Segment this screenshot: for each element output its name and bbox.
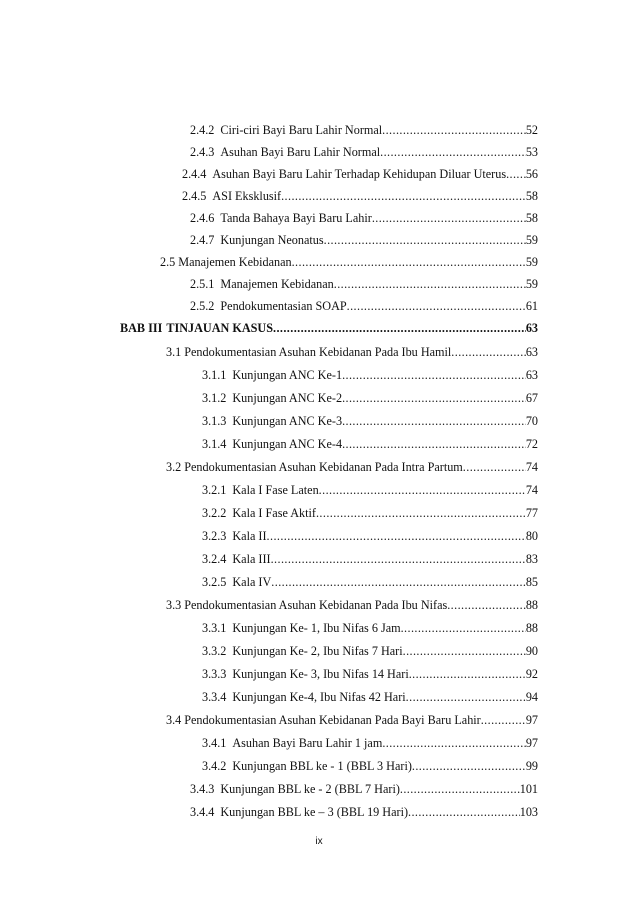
dot-leader (406, 689, 526, 705)
toc-entry-number: 3.2.2 (202, 506, 227, 520)
toc-entry-number: 3.4.2 (202, 759, 227, 773)
toc-entry-page: 56 (525, 167, 538, 181)
toc-entry (182, 188, 538, 204)
toc-entry-number: 3.2 (166, 460, 182, 474)
toc-entry (202, 505, 538, 521)
toc-entry (166, 344, 538, 360)
dot-leader (271, 574, 526, 590)
toc-entry-title: Pendokumentasian Asuhan Kebidanan Pada Ibu Hamil (184, 345, 452, 359)
toc-entry (202, 367, 538, 383)
dot-leader (408, 804, 520, 820)
toc-entry-number: 3.1.2 (202, 391, 227, 405)
dot-leader (347, 298, 526, 314)
toc-entry-page: 99 (525, 759, 538, 773)
toc-entry-number: 2.4.2 (190, 123, 215, 137)
dot-leader (334, 276, 526, 292)
toc-entry-title: Ciri-ciri Bayi Baru Lahir Normal (220, 123, 383, 137)
toc-entry (190, 232, 538, 248)
toc-entry-title: Kunjungan ANC Ke-4 (232, 437, 343, 451)
toc-entry-title: Kunjungan Ke-4, Ibu Nifas 42 Hari (232, 690, 406, 704)
toc-entry (182, 166, 538, 182)
toc-entry-number: 3.3.4 (202, 690, 227, 704)
toc-entry-title: Kunjungan Ke- 1, Ibu Nifas 6 Jam (232, 621, 401, 635)
toc-entry-title: Kunjungan ANC Ke-3 (232, 414, 343, 428)
toc-entry-title: TINJAUAN KASUS (166, 321, 274, 335)
toc-entry-title: Pendokumentasian Asuhan Kebidanan Pada Intra Partum (184, 460, 463, 474)
dot-leader (372, 210, 526, 226)
toc-entry-title: Manajemen Kebidanan (178, 255, 292, 269)
page-number-footer: ix (315, 836, 323, 847)
toc-entry (202, 528, 538, 544)
toc-entry-page: 92 (525, 667, 538, 681)
toc-entry (166, 459, 538, 475)
toc-entry-page: 94 (525, 690, 538, 704)
toc-entry-title: Asuhan Bayi Baru Lahir Terhadap Kehidupan Diluar Uterus (212, 167, 507, 181)
dot-leader (380, 144, 526, 160)
toc-entry-page: 52 (525, 123, 538, 137)
toc-entry-title: Pendokumentasian Asuhan Kebidanan Pada Ibu Nifas (184, 598, 448, 612)
toc-entry-title: Pendokumentasian SOAP (220, 299, 347, 313)
toc-entry-number: 3.3.3 (202, 667, 227, 681)
toc-entry-number: 3.4.1 (202, 736, 227, 750)
toc-entry-title: Kunjungan BBL ke – 3 (BBL 19 Hari) (220, 805, 409, 819)
toc-entry-number: 3.1.4 (202, 437, 227, 451)
toc-entry-number: 2.4.5 (182, 189, 207, 203)
dot-leader (324, 232, 526, 248)
toc-entry-number: BAB III (120, 321, 163, 335)
toc-entry-page: 53 (525, 145, 538, 159)
dot-leader (400, 781, 520, 797)
dot-leader (292, 254, 526, 270)
dot-leader (342, 367, 526, 383)
toc-entry (190, 276, 538, 292)
dot-leader (409, 666, 526, 682)
toc-entry-title: Kunjungan Ke- 2, Ibu Nifas 7 Hari (232, 644, 403, 658)
toc-entry-page: 90 (525, 644, 538, 658)
toc-entry-number: 3.4.3 (190, 782, 215, 796)
toc-entry (202, 482, 538, 498)
toc-entry-page: 72 (525, 437, 538, 451)
toc-entry-title: Kunjungan BBL ke - 2 (BBL 7 Hari) (220, 782, 400, 796)
toc-entry (190, 781, 538, 797)
toc-entry-page: 59 (525, 277, 538, 291)
dot-leader (412, 758, 526, 774)
toc-entry-number: 3.2.4 (202, 552, 227, 566)
toc-entry-page: 74 (525, 460, 538, 474)
toc-entry-number: 3.3.2 (202, 644, 227, 658)
toc-entry (202, 436, 538, 452)
toc-entry-page: 80 (525, 529, 538, 543)
dot-leader (451, 344, 526, 360)
toc-entry-number: 2.5.1 (190, 277, 215, 291)
dot-leader (273, 320, 526, 336)
toc-entry-page: 88 (525, 621, 538, 635)
toc-entry-page: 88 (525, 598, 538, 612)
toc-entry (190, 298, 538, 314)
dot-leader (447, 597, 526, 613)
toc-entry (166, 597, 538, 613)
toc-entry-title: Asuhan Bayi Baru Lahir Normal (220, 145, 381, 159)
toc-entry (166, 712, 538, 728)
toc-entry-number: 3.2.3 (202, 529, 227, 543)
toc-entry-number: 2.5.2 (190, 299, 215, 313)
toc-entry-page: 85 (525, 575, 538, 589)
toc-entry-page: 77 (525, 506, 538, 520)
toc-entry-page: 101 (519, 782, 538, 796)
dot-leader (382, 735, 525, 751)
dot-leader (319, 482, 526, 498)
toc-entry-title: Kala III (232, 552, 271, 566)
toc-entry-number: 3.3.1 (202, 621, 227, 635)
dot-leader (271, 551, 526, 567)
dot-leader (342, 436, 526, 452)
dot-leader (401, 620, 526, 636)
toc-entry (190, 804, 538, 820)
toc-entry-title: Kunjungan Neonatus (220, 233, 324, 247)
dot-leader (281, 188, 526, 204)
toc-entry-page: 59 (525, 255, 538, 269)
toc-entry (202, 620, 538, 636)
toc-entry (202, 643, 538, 659)
toc-entry-title: Kunjungan ANC Ke-1 (232, 368, 343, 382)
toc-entry (202, 413, 538, 429)
toc-entry-page: 63 (525, 368, 538, 382)
toc-entry-title: Kunjungan BBL ke - 1 (BBL 3 Hari) (232, 759, 412, 773)
toc-chapter-entry (120, 320, 538, 336)
toc-entry-page: 59 (525, 233, 538, 247)
toc-entry (160, 254, 538, 270)
toc-entry-number: 2.5 (160, 255, 176, 269)
toc-entry-number: 2.4.3 (190, 145, 215, 159)
toc-entry-title: Pendokumentasian Asuhan Kebidanan Pada Bayi Baru Lahir (184, 713, 481, 727)
toc-entry-page: 83 (525, 552, 538, 566)
dot-leader (316, 505, 526, 521)
toc-entry-title: Tanda Bahaya Bayi Baru Lahir (220, 211, 372, 225)
toc-entry-number: 3.1 (166, 345, 182, 359)
toc-entry-page: 58 (525, 189, 538, 203)
toc-entry (202, 758, 538, 774)
dot-leader (463, 459, 526, 475)
toc-entry-title: Kala IV (232, 575, 272, 589)
toc-entry-page: 63 (525, 345, 538, 359)
dot-leader (267, 528, 526, 544)
toc-entry-page: 58 (525, 211, 538, 225)
toc-entry-number: 3.1.3 (202, 414, 227, 428)
toc-entry-number: 2.4.4 (182, 167, 207, 181)
toc-entry-title: Kala I Fase Laten (232, 483, 319, 497)
toc-entry (202, 666, 538, 682)
toc-entry (202, 551, 538, 567)
toc-entry-page: 67 (525, 391, 538, 405)
toc-entry (202, 390, 538, 406)
toc-entry-title: ASI Eksklusif (212, 189, 282, 203)
dot-leader (403, 643, 526, 659)
toc-entry-title: Asuhan Bayi Baru Lahir 1 jam (232, 736, 383, 750)
toc-entry-page: 74 (525, 483, 538, 497)
dot-leader (342, 390, 526, 406)
toc-entry (190, 144, 538, 160)
toc-entry-number: 3.3 (166, 598, 182, 612)
toc-entry-title: Kunjungan ANC Ke-2 (232, 391, 343, 405)
toc-entry-number: 2.4.7 (190, 233, 215, 247)
dot-leader (382, 122, 526, 138)
toc-entry (190, 122, 538, 138)
dot-leader (481, 712, 526, 728)
toc-entry-number: 3.2.5 (202, 575, 227, 589)
toc-entry-page: 61 (525, 299, 538, 313)
toc-entry-number: 2.4.6 (190, 211, 215, 225)
toc-entry-number: 3.1.1 (202, 368, 227, 382)
dot-leader (342, 413, 526, 429)
toc-entry-page: 103 (519, 805, 538, 819)
toc-entry-number: 3.4.4 (190, 805, 215, 819)
toc-entry (202, 689, 538, 705)
toc-entry (202, 574, 538, 590)
toc-entry (202, 735, 538, 751)
toc-entry-title: Manajemen Kebidanan (220, 277, 334, 291)
toc-entry-number: 3.4 (166, 713, 182, 727)
toc-entry-title: Kala I Fase Aktif (232, 506, 316, 520)
toc-entry-page: 97 (525, 736, 538, 750)
toc-entry (190, 210, 538, 226)
toc-entry-page: 70 (525, 414, 538, 428)
toc-entry-number: 3.2.1 (202, 483, 227, 497)
toc-entry-title: Kunjungan Ke- 3, Ibu Nifas 14 Hari (232, 667, 409, 681)
toc-entry-page: 97 (525, 713, 538, 727)
toc-entry-page: 63 (525, 321, 538, 335)
toc-entry-title: Kala II (232, 529, 267, 543)
dot-leader (506, 166, 526, 182)
